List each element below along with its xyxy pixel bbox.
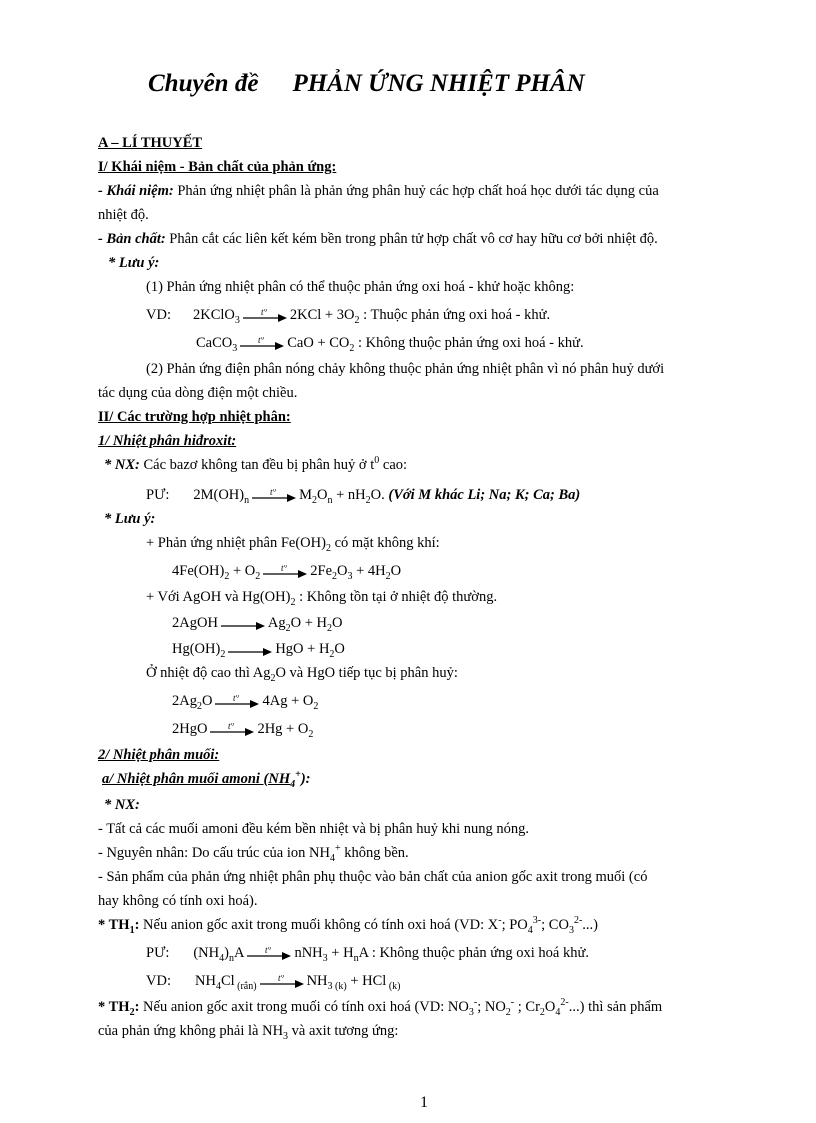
note-1: (1) Phản ứng nhiệt phân có thể thuộc phản ứng oxi hoá - khử hoặc không: <box>146 279 575 295</box>
equation-case-1: PƯ: $(NH_4)_nA$ t° $nNH_3 + H_nA$ : Không thuộc phản ứng oxi hoá khử. <box>146 945 589 964</box>
note-heading: * Lưu ý: <box>108 255 160 271</box>
note-2-cont: tác dụng của dòng điện một chiều. <box>98 385 298 401</box>
svg-text:t°: t° <box>228 722 235 731</box>
svg-text:t°: t° <box>270 488 277 497</box>
equation-hgoh: $Hg(OH)_2$ HgO + $H_2O$ <box>172 641 345 660</box>
page-title: Chuyên đề PHẢN ỨNG NHIỆT PHÂN <box>148 70 585 97</box>
high-temp-note: Ở nhiệt độ cao thì $Ag_2O$ và HgO tiếp tục bị phân huỷ: <box>146 665 458 684</box>
heat-arrow-icon <box>210 723 254 737</box>
nature-paragraph: - Bản chất: Phân cắt các liên kết kém bền trong phân tử hợp chất vô cơ hay hữu cơ bởi nhiệt độ. <box>98 231 658 247</box>
subsection-2-heading: 2/ Nhiệt phân muối: <box>98 747 220 763</box>
page-number: 1 <box>420 1094 428 1111</box>
heat-arrow-icon <box>247 947 291 961</box>
arrow-icon <box>228 643 272 657</box>
heat-arrow-icon <box>252 489 296 503</box>
definition-paragraph-cont: nhiệt độ. <box>98 207 149 223</box>
ag-note: + Với AgOH và $Hg(OH)_2$ : Không tồn tại ở nhiệt độ thường. <box>146 589 498 608</box>
svg-text:t°: t° <box>281 564 288 573</box>
svg-text:t°: t° <box>277 974 284 983</box>
section-a-heading: A – LÍ THUYẾT <box>98 135 203 151</box>
case-2-cont: của phản ứng không phải là $NH_3$ và axit tương ứng: <box>98 1023 399 1042</box>
subsection-2a-heading: a/ Nhiệt phân muối amoni $(NH_4^+)$: <box>102 769 311 790</box>
definition-paragraph: - Khái niệm: Phản ứng nhiệt phân là phản ứng phân huỷ các hợp chất hoá học dưới tác dụng của <box>98 183 659 199</box>
bullet-2: - Nguyên nhân: Do cấu trúc của ion $NH_4^+$ không bền. <box>98 843 409 864</box>
heat-arrow-icon <box>263 565 307 579</box>
svg-text:t°: t° <box>233 694 240 703</box>
equation-nh4cl: VD: $NH_4Cl$ $_{(rắn)}$ t° $NH_{3 (k)}$ + HCl $_{(k)}$ <box>146 973 401 992</box>
equation-fe: $4Fe(OH)_2 + O_2$ t° $2Fe_2O_3 + 4H_2O$ <box>172 563 402 582</box>
equation-hgo: 2HgO t° $2Hg + O_2$ <box>172 721 314 740</box>
equation-2: CaCO$_3$ t° CaO + $CO_2$ : Không thuộc phản ứng oxi hoá - khử. <box>196 335 584 354</box>
equation-agoh: 2AgOH $Ag_2O + H_2O$ <box>172 615 343 634</box>
arrow-icon <box>221 617 265 631</box>
section-2-heading: II/ Các trường hợp nhiệt phân: <box>98 409 291 425</box>
note-2: (2) Phản ứng điện phân nóng chảy không thuộc phản ứng nhiệt phân vì nó phân huỷ dưới <box>146 361 665 377</box>
fe-note: + Phản ứng nhiệt phân $Fe(OH)_2$ có mặt không khí: <box>146 535 440 554</box>
equation-hydroxide: PƯ: $2M(OH)_n$ t° $M_2O_n + nH_2O$. (Với M khác Li; Na; K; Ca; Ba) <box>146 487 581 506</box>
observation-1: * NX: Các bazơ không tan đều bị phân huỷ ở $t^0$ cao: <box>104 455 408 473</box>
heat-arrow-icon <box>243 309 287 323</box>
section-1-heading: I/ Khái niệm - Bản chất của phản ứng: <box>98 159 337 175</box>
case-1: * $TH_1$: Nếu anion gốc axit trong muối không có tính oxi hoá (VD: X-; $PO_4^{3-}$; $CO_3^{2-}$...) <box>98 915 598 936</box>
subsection-1-heading: 1/ Nhiệt phân hiđroxit: <box>98 433 237 449</box>
equation-ag2o: $2Ag_2O$ t° $4Ag + O_2$ <box>172 693 319 712</box>
case-2: * $TH_2$: Nếu anion gốc axit trong muối có tính oxi hoá (VD: $NO_3^-$; $NO_2^-$ ; $Cr_2O_4^{2-}$...) thì sản phẩm <box>98 997 663 1018</box>
note-heading-2: * Lưu ý: <box>104 511 156 527</box>
svg-text:t°: t° <box>260 308 267 317</box>
heat-arrow-icon <box>260 975 304 989</box>
heat-arrow-icon <box>215 695 259 709</box>
bullet-3: - Sản phẩm của phản ứng nhiệt phân phụ thuộc vào bản chất của anion gốc axit trong muối (có <box>98 869 648 885</box>
observation-2-heading: * NX: <box>104 797 140 813</box>
bullet-3-cont: hay không có tính oxi hoá). <box>98 893 258 909</box>
svg-text:t°: t° <box>258 336 265 345</box>
bullet-1: - Tất cả các muối amoni đều kém bền nhiệt và bị phân huỷ khi nung nóng. <box>98 821 529 837</box>
heat-arrow-icon <box>240 337 284 351</box>
equation-1: VD: 2KClO$_3$ t° $2KCl + 3O_2$ : Thuộc phản ứng oxi hoá - khử. <box>146 307 551 326</box>
svg-text:t°: t° <box>265 946 272 955</box>
